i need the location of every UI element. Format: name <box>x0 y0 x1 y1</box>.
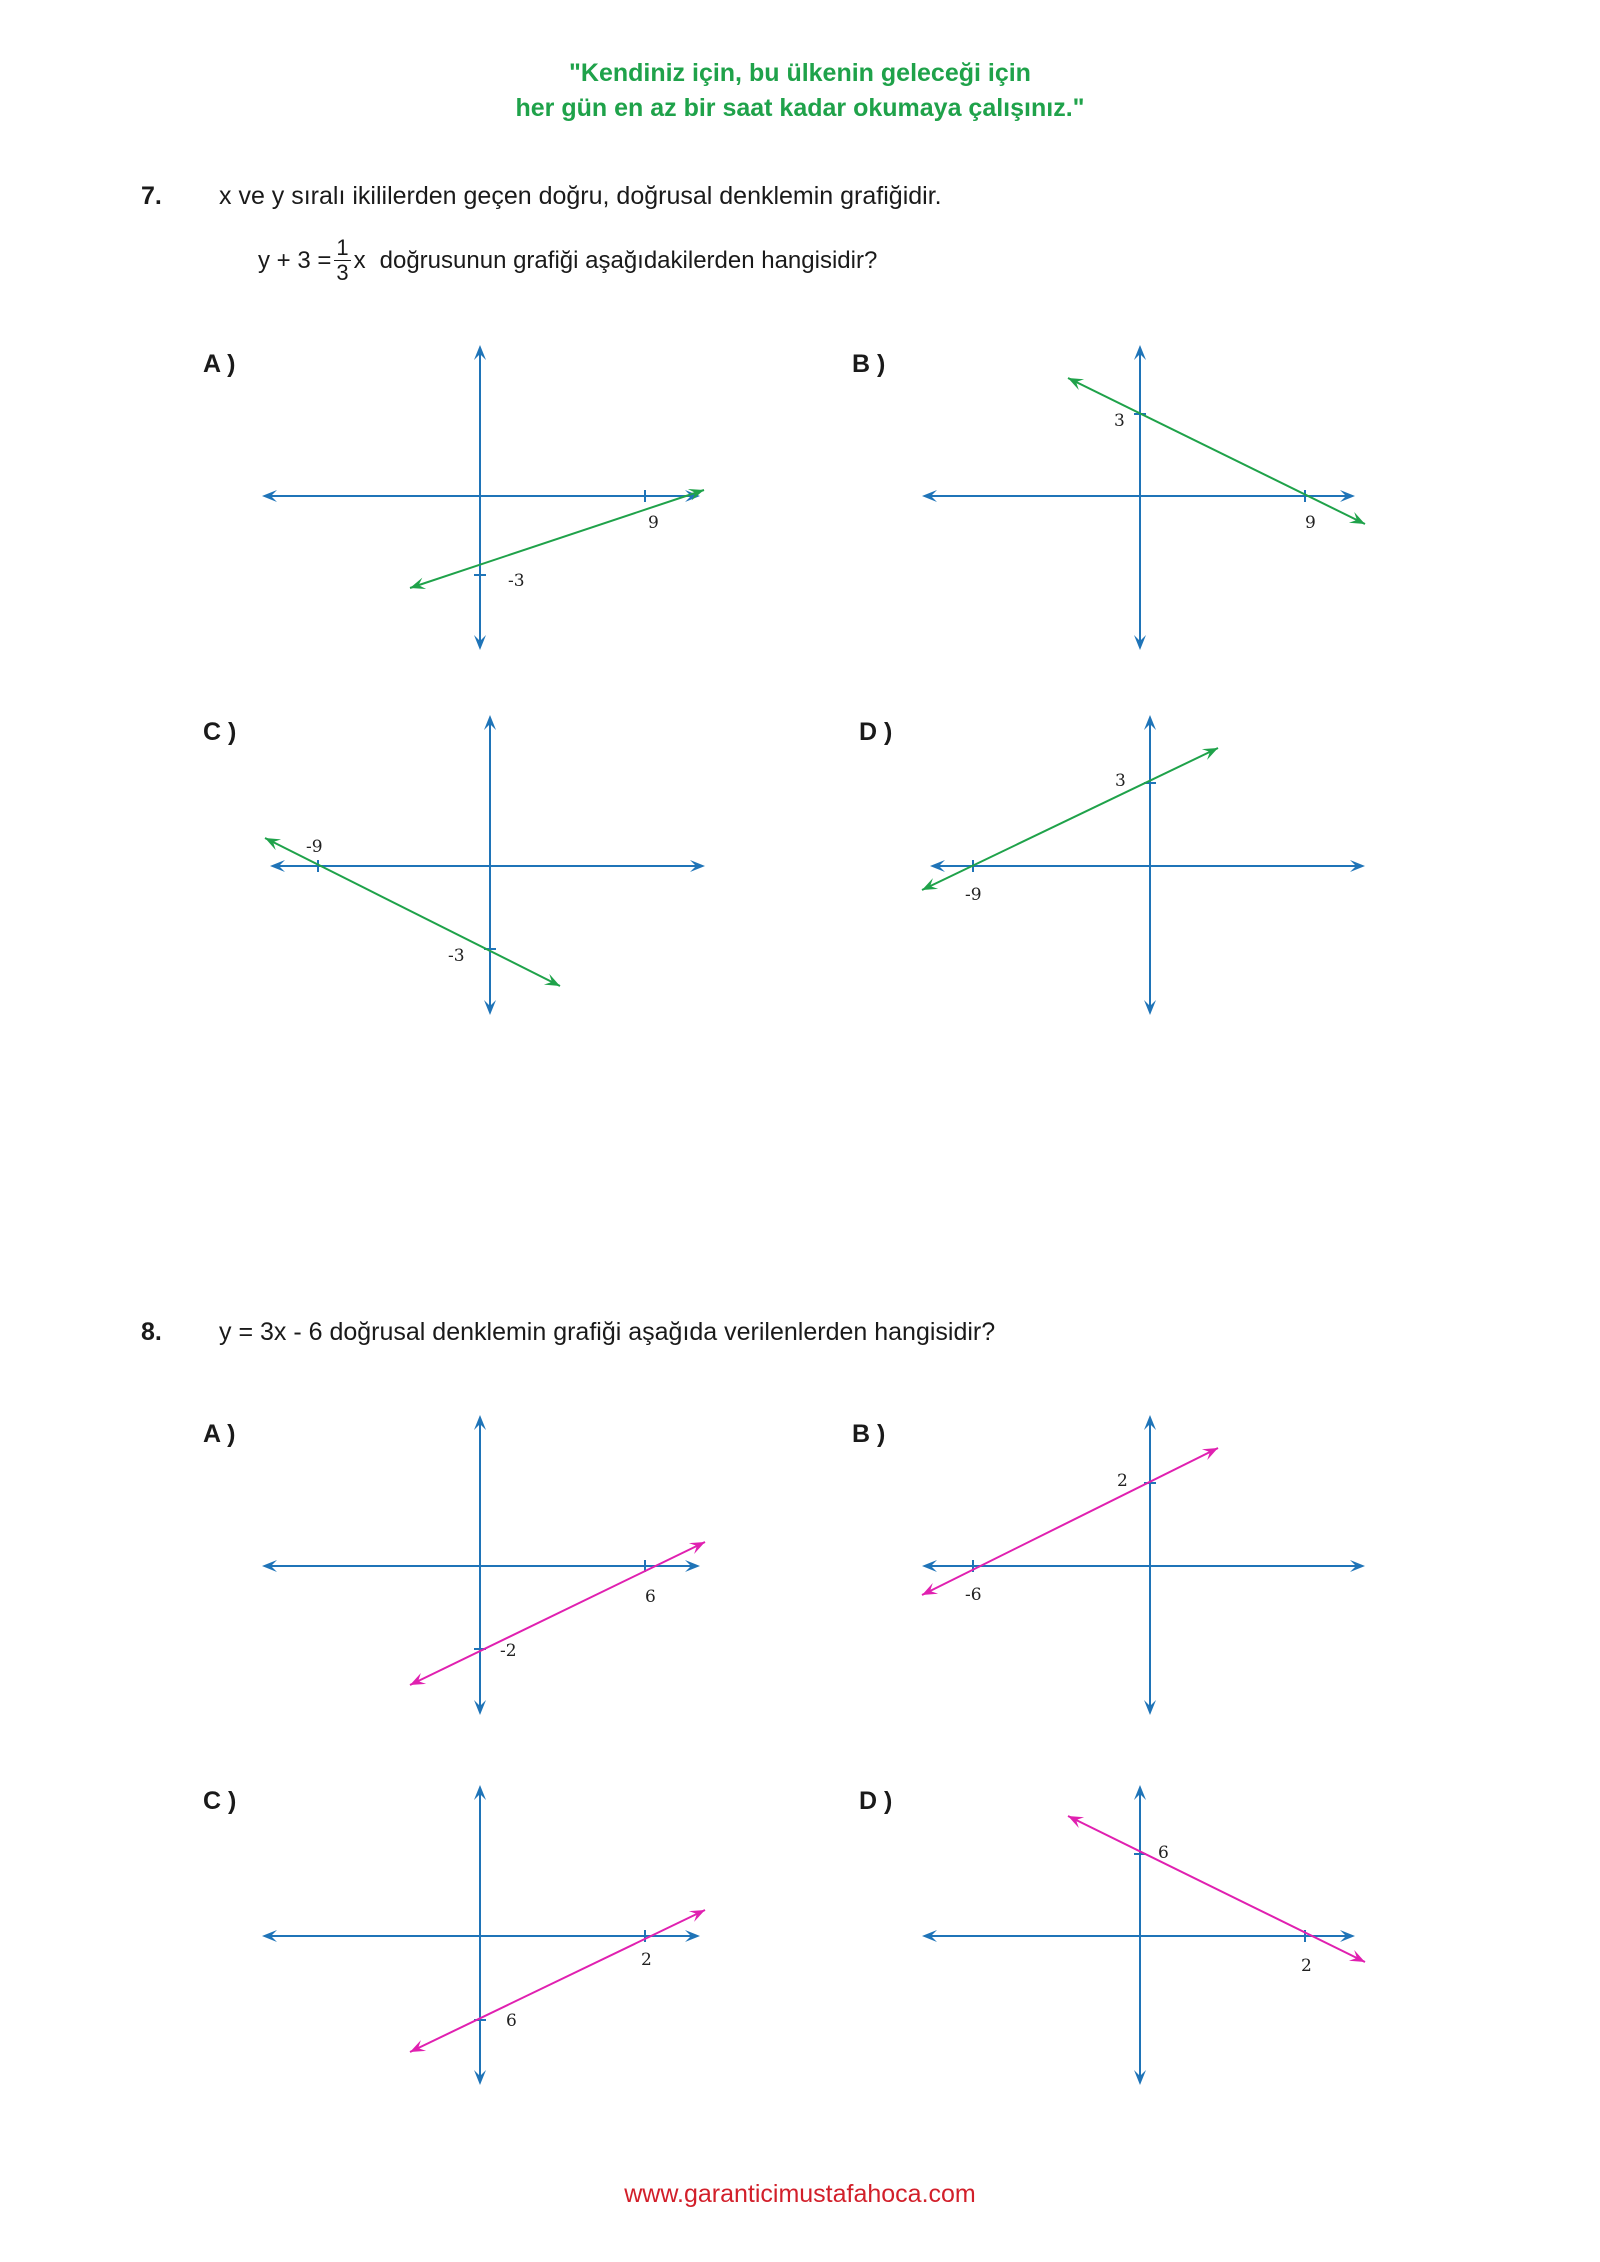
x-intercept-label: 6 <box>645 1587 656 1607</box>
x-intercept-label: 2 <box>641 1950 652 1970</box>
x-intercept-label: 9 <box>1305 513 1316 533</box>
q7-option-a-graph[interactable] <box>240 330 740 670</box>
question-7-equation <box>258 236 877 285</box>
x-axis <box>922 490 1355 502</box>
q7-option-b-graph[interactable] <box>900 330 1400 670</box>
y-intercept-label: 6 <box>1158 1843 1169 1863</box>
fraction-numerator: 1 <box>336 235 349 260</box>
q8-option-a-graph[interactable] <box>240 1400 740 1740</box>
y-intercept-label: -3 <box>448 946 465 966</box>
q8-option-d-label[interactable]: D ) <box>859 1787 893 1815</box>
graph-line <box>922 1448 1218 1595</box>
y-intercept-label: 3 <box>1115 771 1126 791</box>
y-intercept-label: 2 <box>1117 1471 1128 1491</box>
q7-option-d-graph[interactable] <box>900 700 1400 1040</box>
q8-option-c-label[interactable]: C ) <box>203 1787 237 1815</box>
question-7-prompt: doğrusunun grafiği aşağıdakilerden hangisidir? <box>379 246 878 274</box>
equation-fraction <box>334 236 350 285</box>
q8-option-c-graph[interactable] <box>240 1770 740 2110</box>
graph-line <box>265 838 560 986</box>
q7-option-b-label[interactable]: B ) <box>852 350 886 378</box>
x-axis <box>922 1930 1355 1942</box>
q7-option-c-graph[interactable] <box>240 700 740 1040</box>
x-intercept-label: 2 <box>1301 1956 1312 1976</box>
y-axis <box>1134 345 1146 650</box>
graph-line <box>1068 378 1365 524</box>
q7-option-c-label[interactable]: C ) <box>203 718 237 746</box>
x-intercept-label: -6 <box>965 1585 982 1605</box>
footer-url[interactable]: www.garanticimustafahoca.com <box>624 2180 976 2208</box>
motto-line-2: her gün en az bir saat kadar okumaya çalışınız." <box>515 94 1085 122</box>
question-8-number: 8. <box>141 1318 162 1346</box>
question-7-number: 7. <box>141 182 162 210</box>
x-axis <box>930 860 1365 872</box>
y-intercept-label: 3 <box>1114 411 1125 431</box>
q8-option-b-graph[interactable] <box>900 1400 1400 1740</box>
q7-option-d-label[interactable]: D ) <box>859 718 893 746</box>
y-intercept-label: -2 <box>500 1641 517 1661</box>
question-8-text: y = 3x - 6 doğrusal denklemin grafiği aşağıda verilenlerden hangisidir? <box>219 1318 996 1346</box>
x-intercept-label: 9 <box>648 513 659 533</box>
graph-line <box>922 748 1218 890</box>
equation-variable: x <box>353 246 366 274</box>
motto <box>0 56 1600 126</box>
y-intercept-label: -3 <box>508 571 525 591</box>
question-7-text: x ve y sıralı ikililerden geçen doğru, doğrusal denklemin grafiğidir. <box>219 182 942 210</box>
graph-line <box>410 489 704 589</box>
q8-option-b-label[interactable]: B ) <box>852 1420 886 1448</box>
x-intercept-label: -9 <box>965 885 982 905</box>
q8-option-a-label[interactable]: A ) <box>203 1420 236 1448</box>
graph-line <box>410 1910 705 2052</box>
graph-line <box>1068 1816 1365 1962</box>
x-axis <box>270 860 705 872</box>
graph-line <box>410 1542 705 1685</box>
q8-option-d-graph[interactable] <box>900 1770 1400 2110</box>
fraction-denominator: 3 <box>336 260 349 285</box>
y-axis <box>474 345 486 650</box>
q7-option-a-label[interactable]: A ) <box>203 350 236 378</box>
x-intercept-label: -9 <box>306 837 323 857</box>
equation-lhs: y + 3 = <box>258 246 332 274</box>
motto-line-1: "Kendiniz için, bu ülkenin geleceği için <box>569 59 1031 87</box>
y-intercept-label: 6 <box>506 2011 517 2031</box>
